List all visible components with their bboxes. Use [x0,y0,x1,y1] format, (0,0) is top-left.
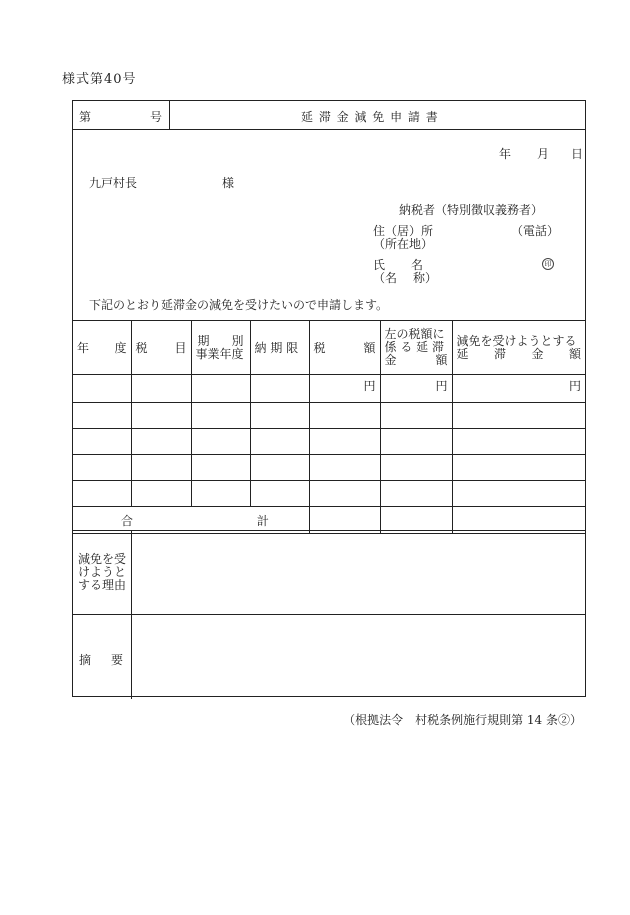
col-header-due: 納 期 限 [250,321,309,375]
col-header-exempt-d: 金 [531,346,544,361]
table-cell[interactable] [191,375,250,403]
total-label-b: 計 [256,513,269,528]
table-cell[interactable] [250,429,309,455]
table-cell[interactable] [73,455,131,481]
applicant-title-label-a: （名 [373,271,398,285]
table-cell[interactable] [452,481,585,507]
table-cell-yen[interactable]: 円 [452,375,585,403]
table-cell[interactable] [309,403,380,429]
col-header-exempt-b: 延 [456,346,469,361]
reason-label-line-2: けようと [78,565,127,579]
col-header-tax-a: 税 [135,341,148,355]
table-cell[interactable] [131,375,191,403]
applicant-address-label: 住（居）所 [373,224,434,238]
seal-mark-icon: 印 [542,258,554,270]
number-prefix: 第 [79,110,92,124]
table-cell[interactable] [191,403,250,429]
col-header-exempt-c: 滞 [493,346,506,361]
col-header-delay-d: 額 [435,353,448,367]
col-header-delay [380,321,452,375]
table-cell[interactable] [73,375,131,403]
col-header-period-b: 別 [231,333,244,348]
table-cell[interactable] [452,429,585,455]
col-header-period [191,321,250,375]
applicant-title-label-b: 称） [413,271,438,285]
applicant-heading: 納税者（特別徴収義務者） [399,203,544,217]
summary-section [73,614,585,699]
col-header-period-a: 期 [197,333,210,348]
table-cell[interactable] [191,455,250,481]
intro-text: 下記のとおり延滞金の減免を受けたいので申請します。 [89,298,389,312]
summary-input[interactable] [132,615,585,699]
col-header-delay-c: 金 [384,353,397,367]
col-header-year-b: 度 [114,341,127,355]
form-number: 様式第40号 [62,72,137,87]
col-header-amount-a: 税 [313,341,326,355]
table-cell[interactable] [131,455,191,481]
table-row [73,429,585,455]
date-year: 年 [499,147,512,161]
reason-label-line-3: する理由 [78,578,127,592]
col-header-tax [131,321,191,375]
reason-input[interactable] [132,531,585,615]
col-header-period-c: 事業年度 [195,346,244,361]
table-cell[interactable] [191,481,250,507]
summary-label-a: 摘 [79,653,92,667]
application-form [72,100,586,697]
reason-section [73,530,585,615]
col-header-exempt-e: 額 [568,346,581,361]
table-cell[interactable] [452,403,585,429]
delinquency-table [73,320,585,534]
col-header-year [73,321,131,375]
table-row [73,481,585,507]
col-header-amount-b: 額 [363,341,376,355]
table-row [73,403,585,429]
col-header-delay-a: 左の税額に [384,327,445,341]
table-cell[interactable] [250,375,309,403]
col-header-exempt [452,321,585,375]
col-header-exempt-a: 減免を受けようとする [456,333,577,348]
table-header-row [73,321,585,375]
summary-label-b: 要 [111,653,124,667]
form-header-row [73,101,585,130]
table-cell[interactable] [380,403,452,429]
form-title: 延 滞 金 減 免 申 請 書 [301,110,439,124]
table-row [73,375,585,403]
applicant-name-label-a: 氏 [373,258,386,272]
table-row [73,455,585,481]
table-cell[interactable] [73,403,131,429]
table-cell[interactable] [250,481,309,507]
table-cell[interactable] [191,429,250,455]
addressee-name: 九戸村長 [89,176,138,190]
number-suffix: 号 [150,110,163,124]
applicant-phone-label: （電話） [511,224,560,238]
table-cell[interactable] [73,481,131,507]
total-label-a: 合 [121,513,134,528]
table-cell[interactable] [309,481,380,507]
table-cell[interactable] [131,481,191,507]
col-header-year-a: 年 [77,341,90,355]
table-cell-yen[interactable]: 円 [380,375,452,403]
document-number-cell [73,101,170,129]
date-month: 月 [537,147,550,161]
table-cell[interactable] [73,429,131,455]
table-cell[interactable] [309,455,380,481]
table-cell[interactable] [131,429,191,455]
legal-basis-note: （根拠法令 村税条例施行規則第 14 条②） [343,713,582,727]
col-header-delay-b: 係 る 延 滞 [384,340,444,354]
reason-label [73,531,132,615]
table-cell[interactable] [250,455,309,481]
table-cell[interactable] [380,429,452,455]
summary-label [73,615,132,699]
date-day: 日 [571,147,584,161]
table-cell[interactable] [131,403,191,429]
col-header-amount [309,321,380,375]
col-header-tax-b: 目 [174,341,187,355]
table-cell-yen[interactable]: 円 [309,375,380,403]
table-cell[interactable] [380,481,452,507]
addressee-honorific: 様 [222,176,235,190]
applicant-location-label: （所在地） [373,237,434,251]
applicant-name-label-b: 名 [411,258,424,272]
reason-label-line-1: 減免を受 [78,552,127,566]
table-cell[interactable] [452,455,585,481]
table-cell[interactable] [380,455,452,481]
table-cell[interactable] [250,403,309,429]
table-cell[interactable] [309,429,380,455]
